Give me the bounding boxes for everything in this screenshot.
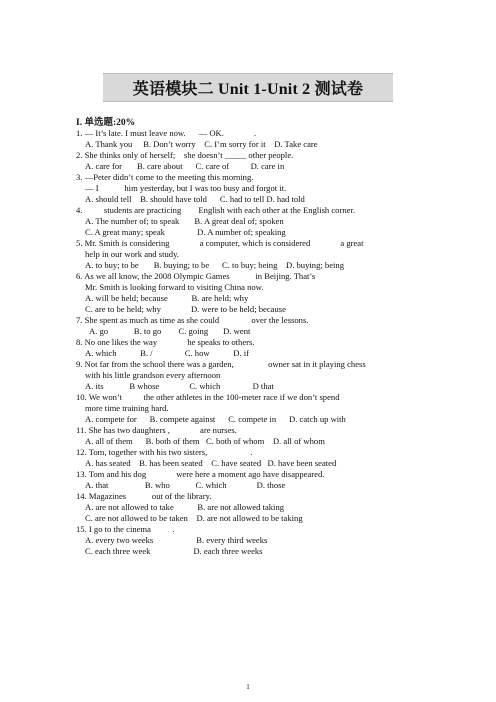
question-line: 14. Magazines out of the library. (76, 491, 212, 501)
option-line: help in our work and study. (85, 249, 179, 259)
question-line: 6. As we all know, the 2008 Olympic Games in Beijing. That’s (76, 271, 316, 281)
question-line: 12. Tom, together with his two sisters, . (76, 447, 253, 457)
question-line: 8. No one likes the way he speaks to others. (76, 337, 255, 347)
option-line: A. all of them B. both of them C. both of whom D. all of whom (85, 436, 325, 446)
option-line: A. compete for B. compete against C. compete in D. catch up with (85, 414, 346, 424)
option-line: more time training hard. (85, 403, 169, 413)
option-line: A. The number of; to speak B. A great deal of; spoken (85, 216, 284, 226)
question-line: 10. We won’t the other athletes in the 100-meter race if we don’t spend (76, 392, 340, 402)
option-line: C. A great many; speak D. A number of; speaking (85, 227, 286, 237)
option-line: C. are to be held; why D. were to be held; because (85, 304, 286, 314)
option-line: A. which B. / C. how D. if (85, 348, 249, 358)
page-number: 1 (246, 683, 250, 691)
question-line: 11. She has two daughters , are nurses. (76, 425, 237, 435)
option-line: A. has seated B. has been seated C. have seated D. have been seated (85, 458, 337, 468)
question-line: 15. I go to the cinema . (76, 524, 175, 534)
option-line: A. every two weeks B. every third weeks (85, 535, 268, 545)
option-line: A. care for B. care about C. care of D. care in (85, 161, 285, 171)
question-line: 2. She thinks only of herself; she doesn’t _____ other people. (76, 150, 294, 160)
option-line: A. its B whose C. which D that (85, 381, 274, 391)
question-line: 9. Not far from the school there was a garden, owner sat in it playing chess (76, 359, 366, 369)
question-line: 7. She spent as much as time as she could over the lessons. (76, 315, 309, 325)
question-line: 1. — It’s late. I must leave now. — OK. . (76, 128, 257, 138)
option-line: A. go B. to go C. going D. went (89, 326, 251, 336)
section-heading: I. 单选题:20% (76, 118, 136, 128)
question-line: 3. —Peter didn’t come to the meeting this morning. (76, 172, 254, 182)
question-list (76, 128, 426, 557)
option-line: C. are not allowed to be taken D. are not allowed to be taking (85, 513, 303, 523)
option-line: Mr. Smith is looking forward to visiting China now. (85, 282, 264, 292)
question-line: 5. Mr. Smith is considering a computer, which is considered a great (76, 238, 364, 248)
question-line: 13. Tom and his dog were here a moment ago have disappeared. (76, 469, 325, 479)
option-line: A. to buy; to be B. buying; to be C. to buy; being D. buying; being (85, 260, 344, 270)
option-line: C. each three week D. each three weeks (85, 546, 263, 556)
option-line: A. are not allowed to take B. are not allowed taking (85, 502, 285, 512)
document-title: 英语模块二 Unit 1-Unit 2 测试卷 (132, 81, 364, 98)
question-line: 4. students are practicing English with each other at the English corner. (76, 205, 355, 215)
option-line: — I him yesterday, but I was too busy and forgot it. (85, 183, 287, 193)
option-line: A. should tell B. should have told C. had to tell D. had told (85, 194, 305, 204)
option-line: with his little grandson every afternoon (85, 370, 221, 380)
option-line: A. Thank you B. Don’t worry C. I’m sorry for it D. Take care (85, 139, 318, 149)
option-line: A. that B. who C. which D. those (85, 480, 286, 490)
option-line: A. will be held; because B. are held; why (85, 293, 249, 303)
document-title-banner (103, 73, 393, 102)
